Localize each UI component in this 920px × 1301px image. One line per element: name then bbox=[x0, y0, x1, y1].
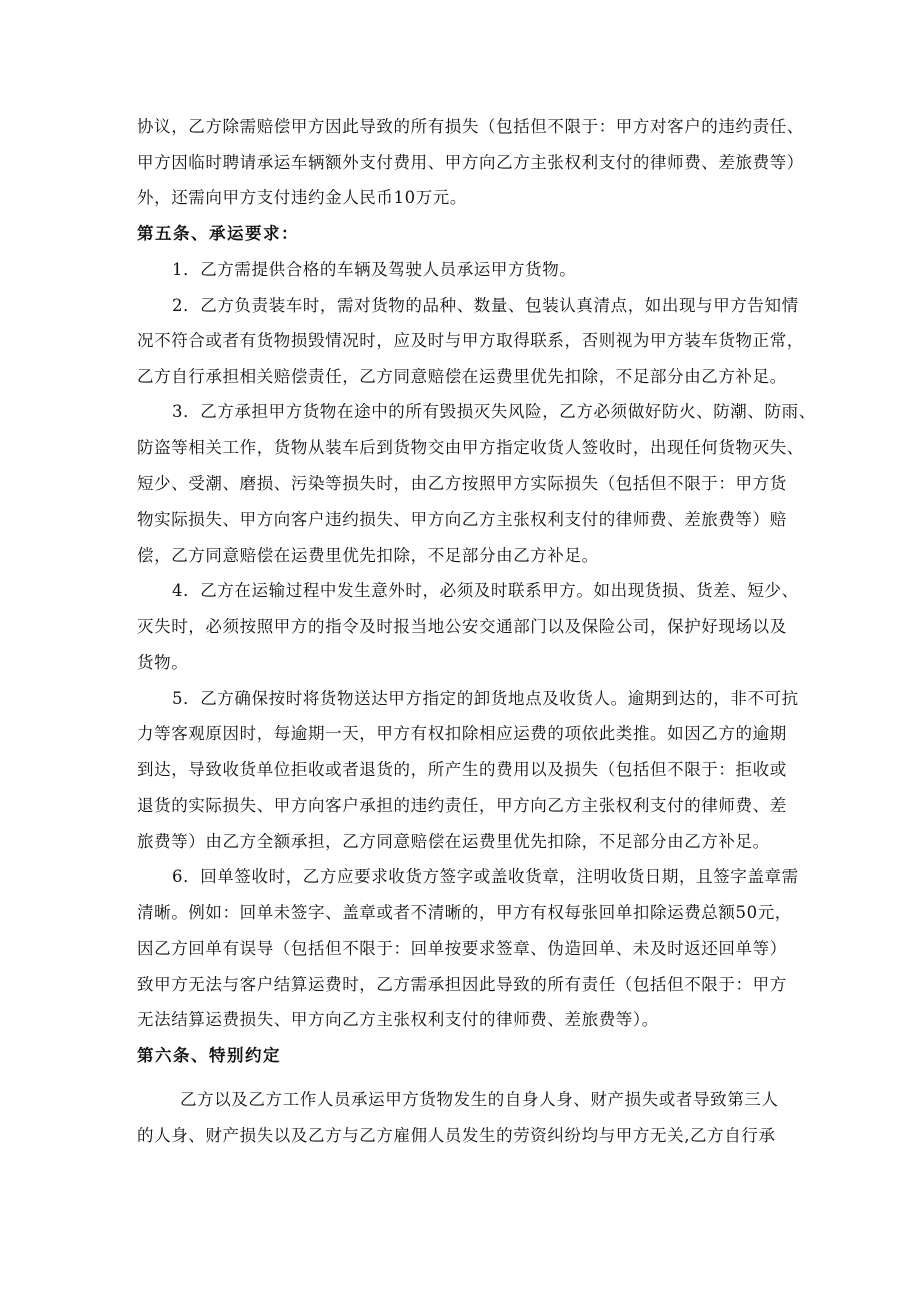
text-line: 到达，导致收货单位拒收或者退货的，所产生的费用以及损失（包括但不限于：拒收或 bbox=[137, 760, 787, 779]
text-line: 协议，乙方除需赔偿甲方因此导致的所有损失（包括但不限于：甲方对客户的违约责任、 bbox=[137, 117, 804, 136]
text-line: 物实际损失、甲方向客户违约损失、甲方向乙方主张权利支付的律师费、差旅费等）赔 bbox=[137, 510, 787, 529]
text-line: 3．乙方承担甲方货物在途中的所有毁损灭失风险，乙方必须做好防火、防潮、防雨、 bbox=[172, 402, 816, 421]
text-line: 防盗等相关工作，货物从装车后到货物交由甲方指定收货人签收时，出现任何货物灭失、 bbox=[137, 438, 804, 457]
text-line: 况不符合或者有货物损毁情况时，应及时与甲方取得联系，否则视为甲方装车货物正常， bbox=[137, 331, 804, 350]
text-line: 的人身、财产损失以及乙方与乙方雇佣人员发生的劳资纠纷均与甲方无关,乙方自行承 bbox=[137, 1126, 776, 1145]
text-line: 外，还需向甲方支付违约金人民币10万元。 bbox=[137, 188, 467, 207]
text-line: 清晰。例如：回单未签字、盖章或者不清晰的，甲方有权每张回单扣除运费总额50元， bbox=[137, 903, 792, 922]
text-line: 因乙方回单有误导（包括但不限于：回单按要求签章、伪造回单、未及时返还回单等） bbox=[137, 939, 787, 958]
text-line: 偿，乙方同意赔偿在运费里优先扣除，不足部分由乙方补足。 bbox=[137, 546, 599, 565]
text-line: 6．回单签收时，乙方应要求收货方签字或盖收货章，注明收货日期，且签字盖章需 bbox=[172, 867, 799, 886]
text-line: 5．乙方确保按时将货物送达甲方指定的卸货地点及收货人。逾期到达的，非不可抗 bbox=[172, 689, 799, 708]
text-line: 无法结算运费损失、甲方向乙方主张权利支付的律师费、差旅费等）。 bbox=[137, 1010, 659, 1029]
text-line: 灭失时，必须按照甲方的指令及时报当地公安交通部门以及保险公司，保护好现场以及 bbox=[137, 617, 787, 636]
text-line: 乙方以及乙方工作人员承运甲方货物发生的自身人身、财产损失或者导致第三人 bbox=[180, 1090, 779, 1109]
text-line: 致甲方无法与客户结算运费时，乙方需承担因此导致的所有责任（包括但不限于：甲方 bbox=[137, 975, 787, 994]
section-heading-5: 第五条、承运要求： bbox=[137, 224, 299, 243]
text-line: 短少、受潮、磨损、污染等损失时，由乙方按照甲方实际损失（包括但不限于：甲方货 bbox=[137, 474, 787, 493]
text-line: 1．乙方需提供合格的车辆及驾驶人员承运甲方货物。 bbox=[172, 260, 577, 279]
text-line: 旅费等）由乙方全额承担，乙方同意赔偿在运费里优先扣除，不足部分由乙方补足。 bbox=[137, 832, 770, 851]
text-line: 乙方自行承担相关赔偿责任，乙方同意赔偿在运费里优先扣除，不足部分由乙方补足。 bbox=[137, 367, 787, 386]
text-line: 甲方因临时聘请承运车辆额外支付费用、甲方向乙方主张权利支付的律师费、差旅费等） bbox=[137, 153, 804, 172]
section-heading-6: 第六条、特别约定 bbox=[137, 1046, 281, 1065]
text-line: 力等客观原因时，每逾期一天，甲方有权扣除相应运费的项依此类推。如因乙方的逾期 bbox=[137, 724, 787, 743]
text-line: 2．乙方负责装车时，需对货物的品种、数量、包装认真清点，如出现与甲方告知情 bbox=[172, 296, 799, 315]
text-line: 退货的实际损失、甲方向客户承担的违约责任，甲方向乙方主张权利支付的律师费、差 bbox=[137, 796, 787, 815]
text-line: 4．乙方在运输过程中发生意外时，必须及时联系甲方。如出现货损、货差、短少、 bbox=[172, 581, 799, 600]
text-line: 货物。 bbox=[137, 653, 189, 672]
